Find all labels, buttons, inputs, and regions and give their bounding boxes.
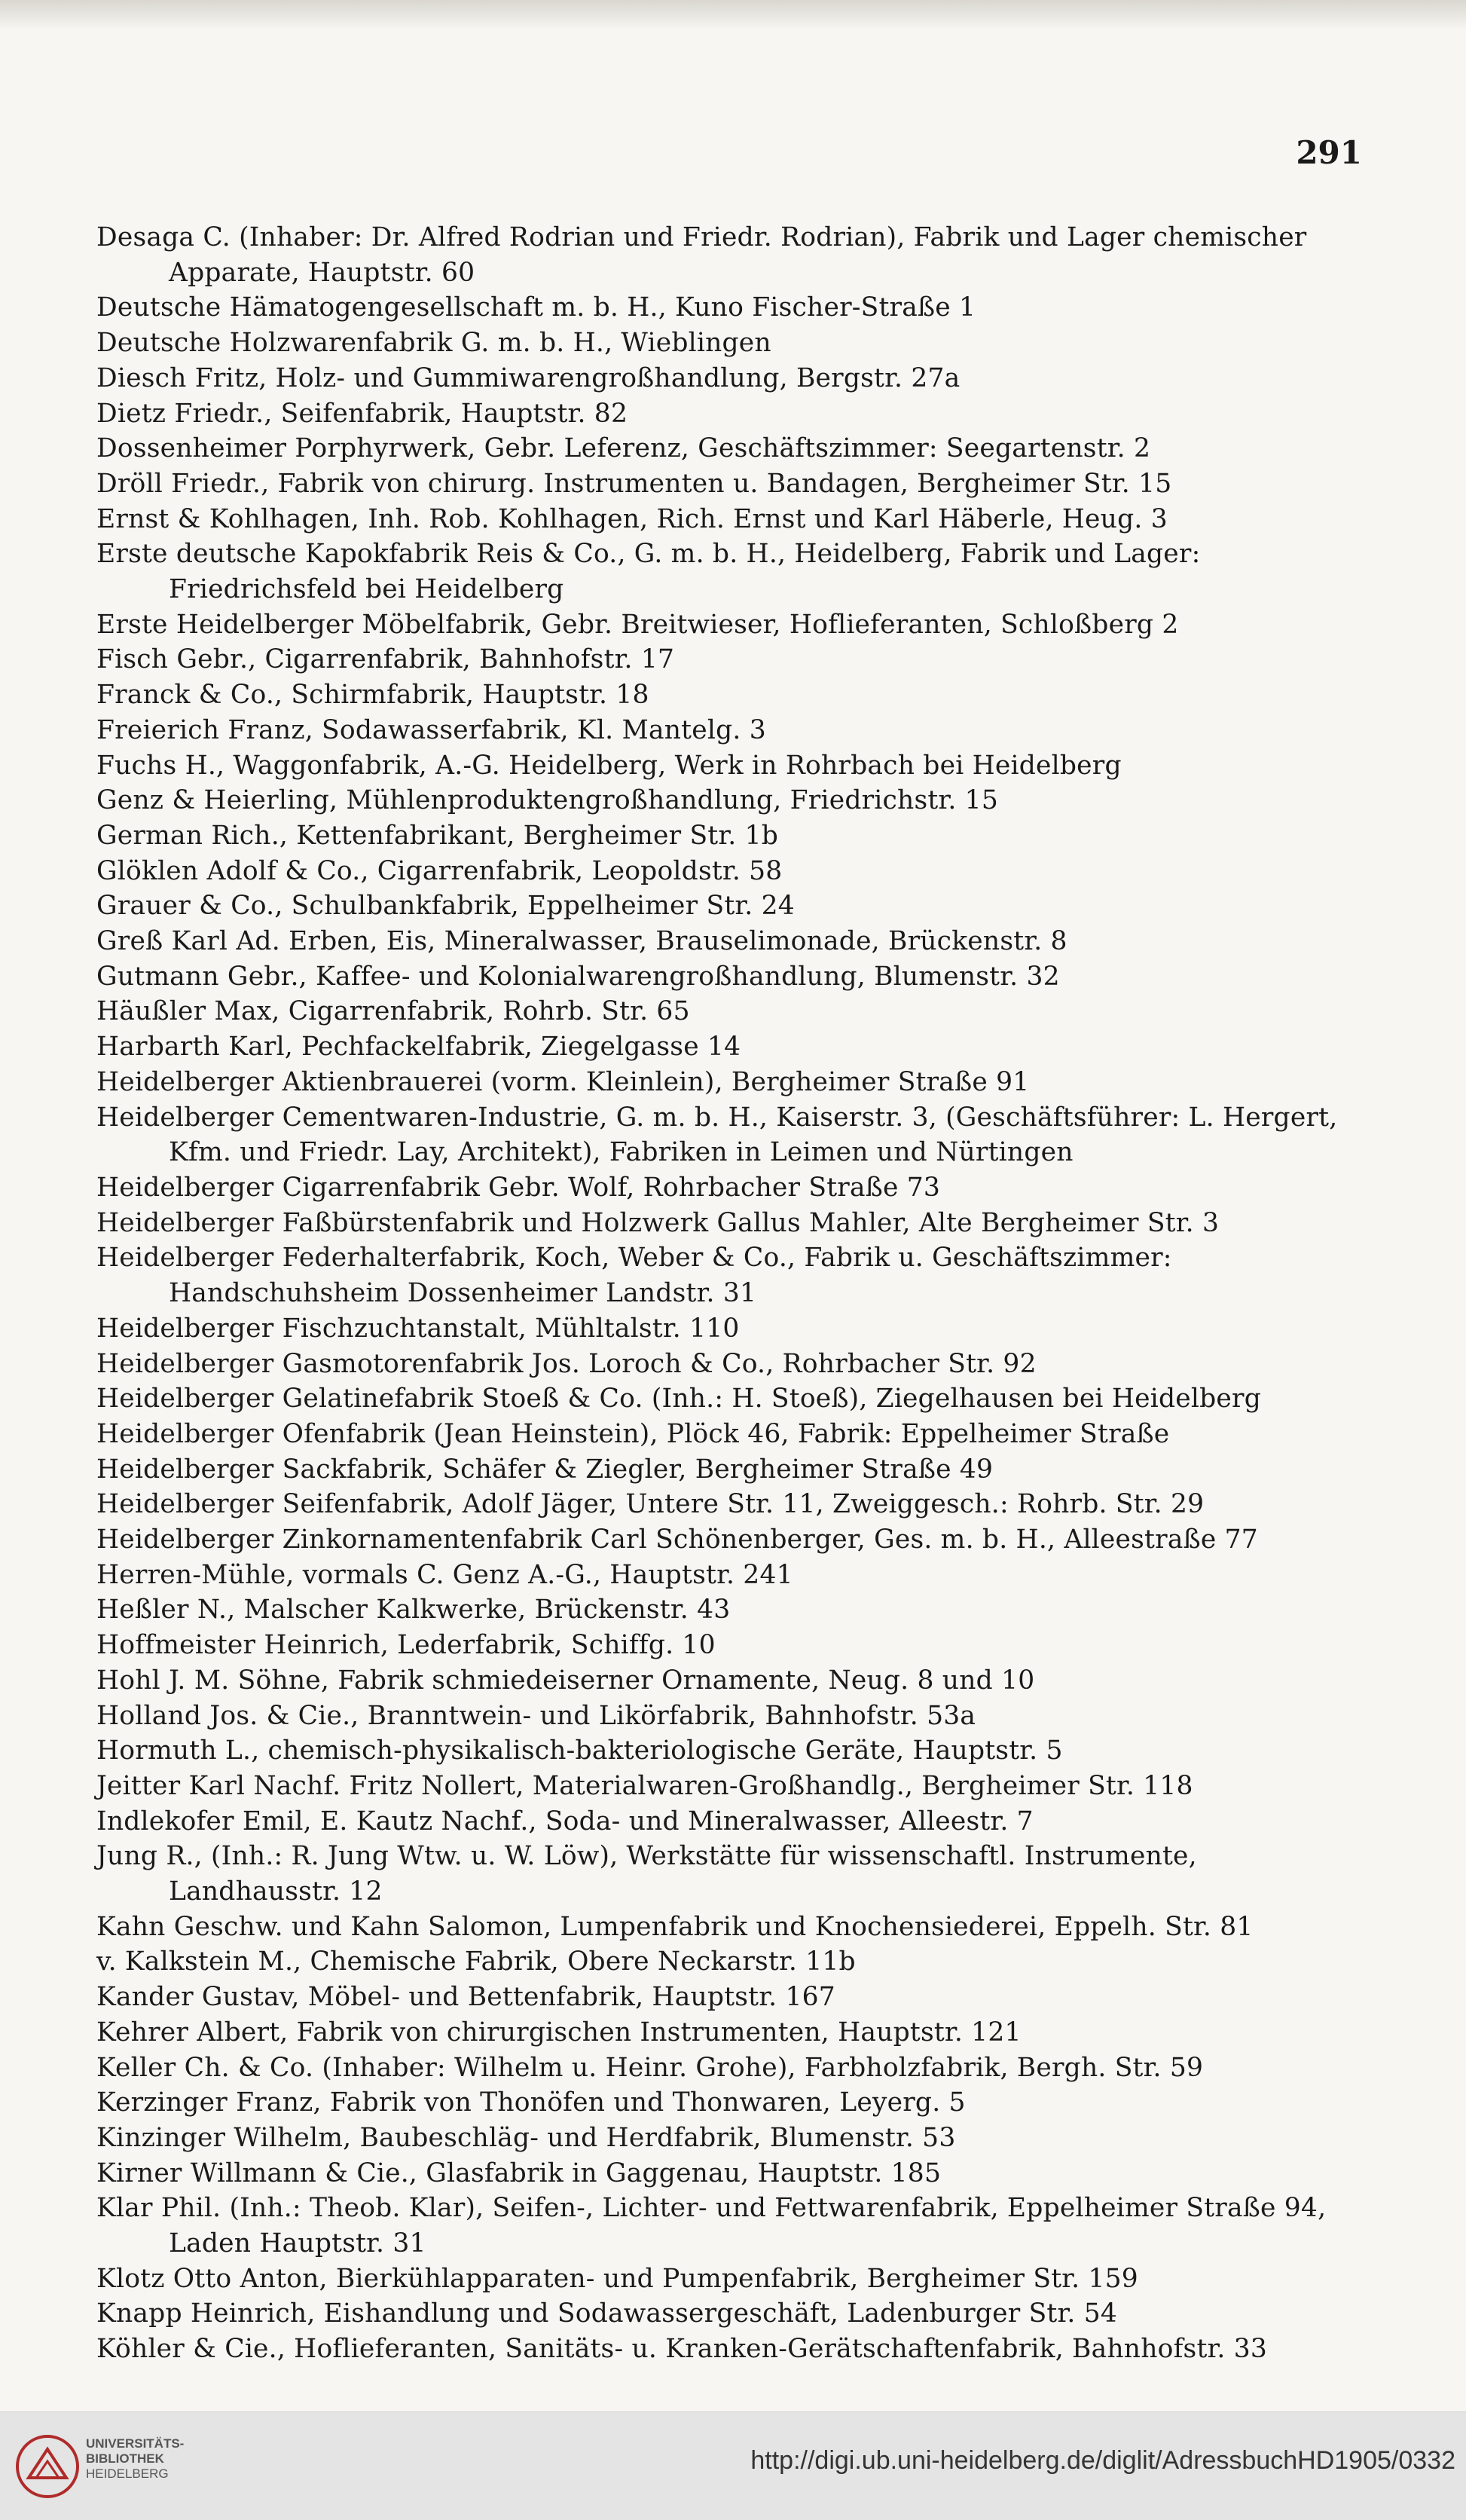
- directory-entry: Knapp Heinrich, Eishandlung und Sodawassergeschäft, Ladenburger Str. 54: [96, 2298, 1118, 2329]
- directory-entry: Heidelberger Aktienbrauerei (vorm. Kleinlein), Bergheimer Straße 91: [96, 1066, 1030, 1097]
- directory-entry: Ernst & Kohlhagen, Inh. Rob. Kohlhagen, Rich. Ernst und Karl Häberle, Heug. 3: [96, 503, 1168, 534]
- directory-entry: Franck & Co., Schirmfabrik, Hauptstr. 18: [96, 680, 649, 711]
- directory-entry: Heßler N., Malscher Kalkwerke, Brückenstr. 43: [96, 1595, 731, 1625]
- directory-entry: Herren-Mühle, vormals C. Genz A.-G., Hauptstr. 241: [96, 1559, 793, 1590]
- directory-entry: Genz & Heierling, Mühlenproduktengroßhandlung, Friedrichstr. 15: [96, 785, 998, 816]
- directory-entry: Erste Heidelberger Möbelfabrik, Gebr. Breitwieser, Hoflieferanten, Schloßberg 2: [96, 609, 1179, 640]
- directory-entry: Keller Ch. & Co. (Inhaber: Wilhelm u. Heinr. Grohe), Farbholzfabrik, Bergh. Str. 59: [96, 2052, 1204, 2083]
- directory-entry: Kirner Willmann & Cie., Glasfabrik in Gaggenau, Hauptstr. 185: [96, 2158, 942, 2188]
- directory-entry: Heidelberger Ofenfabrik (Jean Heinstein), Plöck 46, Fabrik: Eppelheimer Straße: [96, 1418, 1170, 1449]
- directory-entry: Kander Gustav, Möbel- und Bettenfabrik, Hauptstr. 167: [96, 1982, 835, 2013]
- directory-entry: Grauer & Co., Schulbankfabrik, Eppelheimer Str. 24: [96, 891, 795, 922]
- library-name-line3: HEIDELBERG: [86, 2466, 169, 2481]
- library-logo-icon: [14, 2433, 81, 2500]
- directory-entry: Klotz Otto Anton, Bierkühlapparaten- und Pumpenfabrik, Bergheimer Str. 159: [96, 2263, 1138, 2294]
- library-name: [86, 2436, 184, 2482]
- directory-entry: Gutmann Gebr., Kaffee- und Kolonialwarengroßhandlung, Blumenstr. 32: [96, 961, 1060, 992]
- directory-entry: Heidelberger Sackfabrik, Schäfer & Ziegler, Bergheimer Straße 49: [96, 1454, 994, 1485]
- directory-entry: Glöklen Adolf & Co., Cigarrenfabrik, Leopoldstr. 58: [96, 855, 783, 886]
- directory-entry: Dietz Friedr., Seifenfabrik, Hauptstr. 82: [96, 398, 628, 429]
- directory-entry: Heidelberger Gasmotorenfabrik Jos. Loroch & Co., Rohrbacher Str. 92: [96, 1348, 1037, 1379]
- directory-entry: Hoffmeister Heinrich, Lederfabrik, Schiffg. 10: [96, 1630, 716, 1661]
- directory-entry: Hohl J. M. Söhne, Fabrik schmiedeiserner Ornamente, Neug. 8 und 10: [96, 1665, 1035, 1696]
- directory-entries: [96, 220, 1370, 2367]
- directory-entry: Jung R., (Inh.: R. Jung Wtw. u. W. Löw), Werkstätte für wissenschaftl. Instrumente, Landhausstr. 12: [96, 1841, 1197, 1907]
- directory-entry: v. Kalkstein M., Chemische Fabrik, Obere Neckarstr. 11b: [96, 1947, 856, 1977]
- page-edge-shadow: [0, 0, 1466, 30]
- directory-entry: Greß Karl Ad. Erben, Eis, Mineralwasser, Brauselimonade, Brückenstr. 8: [96, 926, 1067, 957]
- directory-entry: Hormuth L., chemisch-physikalisch-bakteriologische Geräte, Hauptstr. 5: [96, 1736, 1063, 1766]
- directory-entry: Diesch Fritz, Holz- und Gummiwarengroßhandlung, Bergstr. 27a: [96, 362, 961, 393]
- directory-entry: Heidelberger Gelatinefabrik Stoeß & Co. (Inh.: H. Stoeß), Ziegelhausen bei Heidelberg: [96, 1384, 1261, 1414]
- directory-entry: Heidelberger Seifenfabrik, Adolf Jäger, Untere Str. 11, Zweiggesch.: Rohrb. Str. 29: [96, 1489, 1205, 1520]
- directory-entry: Indlekofer Emil, E. Kautz Nachf., Soda- und Mineralwasser, Alleestr. 7: [96, 1806, 1034, 1836]
- directory-entry: Heidelberger Fischzuchtanstalt, Mühltalstr. 110: [96, 1313, 740, 1344]
- directory-entry: Fisch Gebr., Cigarrenfabrik, Bahnhofstr. 17: [96, 644, 675, 675]
- directory-entry: Köhler & Cie., Hoflieferanten, Sanitäts- u. Kranken-Gerätschaftenfabrik, Bahnhofstr. 33: [96, 2334, 1268, 2365]
- directory-entry: Deutsche Hämatogengesellschaft m. b. H., Kuno Fischer-Straße 1: [96, 292, 976, 323]
- directory-entry: Heidelberger Cigarrenfabrik Gebr. Wolf, Rohrbacher Straße 73: [96, 1172, 941, 1203]
- directory-entry: Desaga C. (Inhaber: Dr. Alfred Rodrian und Friedr. Rodrian), Fabrik und Lager chemischer Apparate, Hauptstr. 60: [96, 222, 1307, 288]
- directory-entry: Heidelberger Cementwaren-Industrie, G. m. b. H., Kaiserstr. 3, (Geschäftsführer: L. Hergert, Kfm. und Friedr. Lay, Architekt), Fabriken in Leimen und Nürtingen: [96, 1102, 1338, 1168]
- directory-entry: Erste deutsche Kapokfabrik Reis & Co., G. m. b. H., Heidelberg, Fabrik und Lager: Friedrichsfeld bei Heidelberg: [96, 539, 1201, 605]
- directory-entry: Dröll Friedr., Fabrik von chirurg. Instrumenten u. Bandagen, Bergheimer Str. 15: [96, 468, 1172, 499]
- directory-entry: Heidelberger Zinkornamentenfabrik Carl Schönenberger, Ges. m. b. H., Alleestraße 77: [96, 1525, 1258, 1555]
- directory-entry: Kehrer Albert, Fabrik von chirurgischen Instrumenten, Hauptstr. 121: [96, 2017, 1022, 2048]
- library-name-line1: UNIVERSITÄTS-: [86, 2436, 185, 2451]
- directory-entry: Holland Jos. & Cie., Branntwein- und Likörfabrik, Bahnhofstr. 53a: [96, 1700, 976, 1731]
- directory-entry: German Rich., Kettenfabrikant, Bergheimer Str. 1b: [96, 820, 779, 851]
- source-url-link[interactable]: http://digi.ub.uni-heidelberg.de/diglit/AdressbuchHD1905/0332: [750, 2446, 1455, 2475]
- directory-entry: Kerzinger Franz, Fabrik von Thonöfen und Thonwaren, Leyerg. 5: [96, 2087, 966, 2118]
- page-number: 291: [1296, 134, 1362, 171]
- directory-entry: Harbarth Karl, Pechfackelfabrik, Ziegelgasse 14: [96, 1032, 741, 1063]
- directory-entry: Häußler Max, Cigarrenfabrik, Rohrb. Str. 65: [96, 996, 690, 1027]
- library-name-line2: BIBLIOTHEK: [86, 2451, 164, 2466]
- directory-entry: Heidelberger Faßbürstenfabrik und Holzwerk Gallus Mahler, Alte Bergheimer Str. 3: [96, 1207, 1220, 1238]
- directory-entry: Kahn Geschw. und Kahn Salomon, Lumpenfabrik und Knochensiederei, Eppelh. Str. 81: [96, 1911, 1254, 1942]
- directory-entry: Freierich Franz, Sodawasserfabrik, Kl. Mantelg. 3: [96, 714, 766, 745]
- directory-entry: Fuchs H., Waggonfabrik, A.-G. Heidelberg, Werk in Rohrbach bei Heidelberg: [96, 750, 1122, 781]
- directory-entry: Heidelberger Federhalterfabrik, Koch, Weber & Co., Fabrik u. Geschäftszimmer: Handschuhsheim Dossenheimer Landstr. 31: [96, 1243, 1172, 1309]
- directory-entry: Dossenheimer Porphyrwerk, Gebr. Leferenz, Geschäftszimmer: Seegartenstr. 2: [96, 433, 1151, 464]
- directory-entry: Jeitter Karl Nachf. Fritz Nollert, Materialwaren-Großhandlg., Bergheimer Str. 118: [96, 1770, 1193, 1801]
- directory-entry: Klar Phil. (Inh.: Theob. Klar), Seifen-, Lichter- und Fettwarenfabrik, Eppelheimer Straße 94, Laden Hauptstr. 31: [96, 2193, 1327, 2259]
- directory-entry: Kinzinger Wilhelm, Baubeschläg- und Herdfabrik, Blumenstr. 53: [96, 2122, 956, 2153]
- directory-entry: Deutsche Holzwarenfabrik G. m. b. H., Wieblingen: [96, 328, 771, 359]
